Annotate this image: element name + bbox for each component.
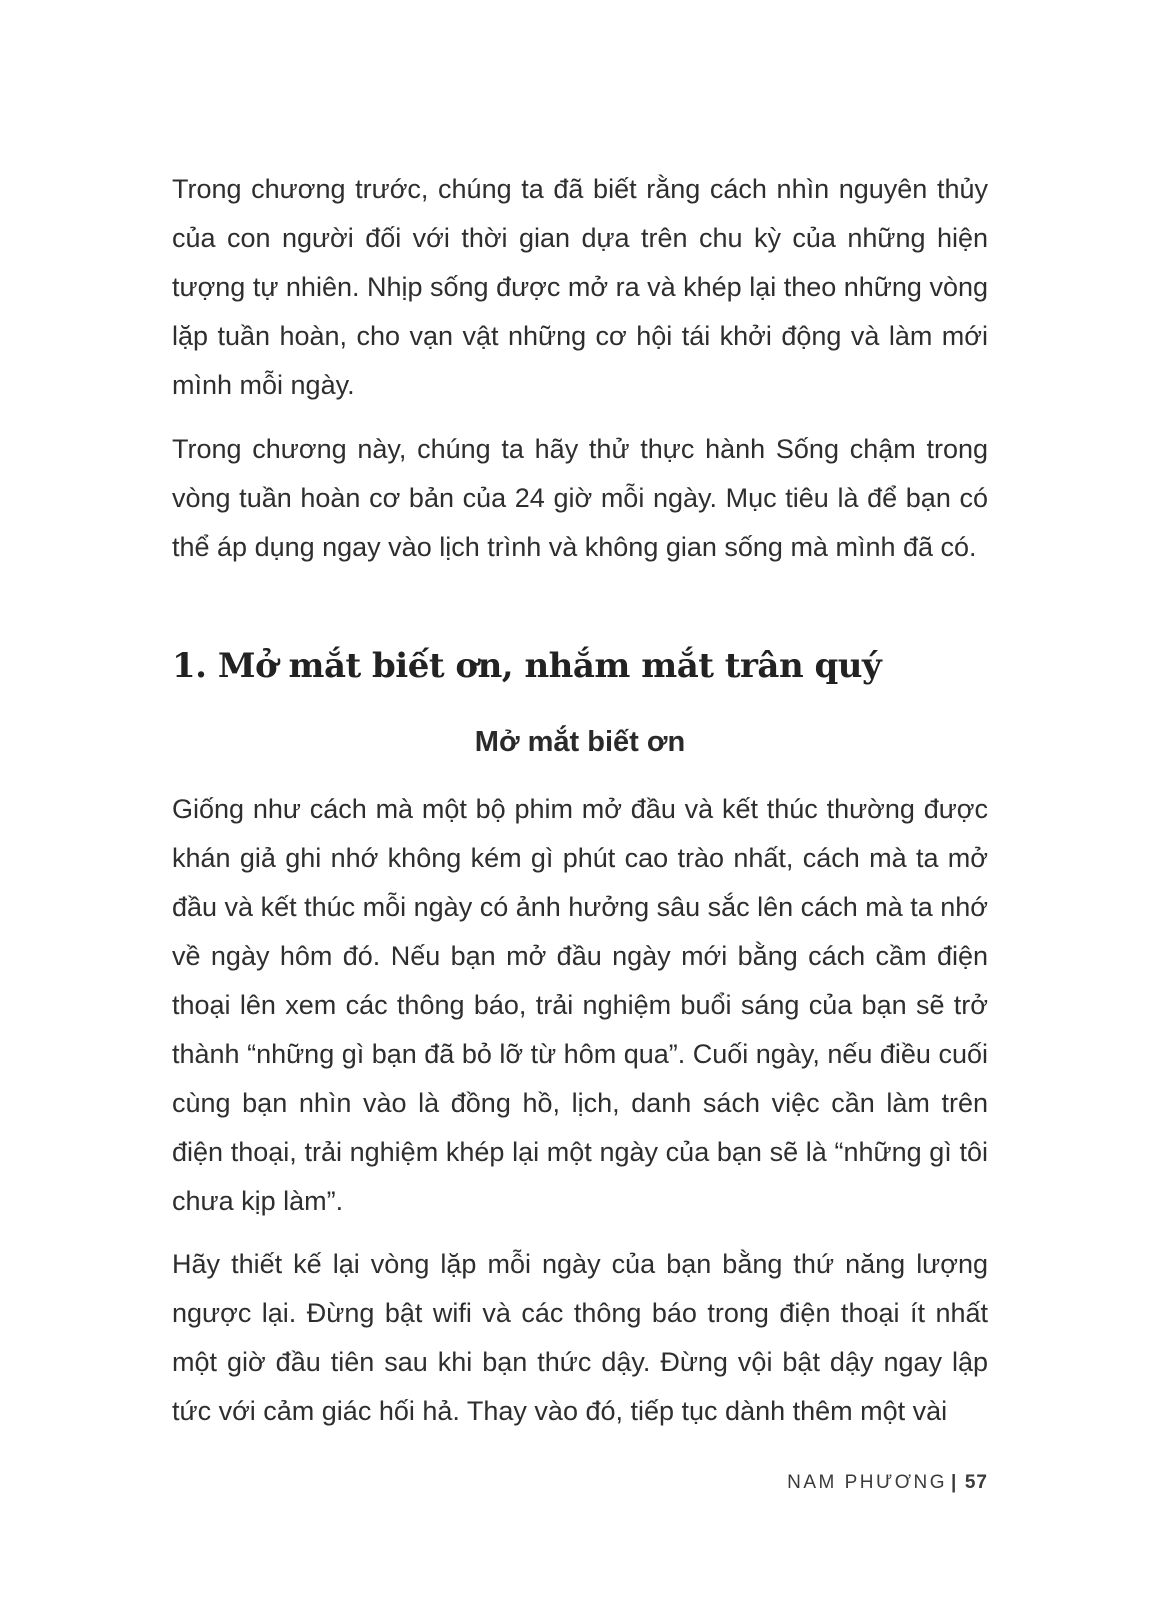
paragraph-body-1: Giống như cách mà một bộ phim mở đầu và kết thúc thường được khán giả ghi nhớ không kém gì phút cao trào nhất, cách mà ta mở đầu và kết thúc mỗi ngày có ảnh hưởng sâu sắc lên cách mà ta nhớ về ngày hôm đó. Nếu bạn mở đầu ngày mới bằng cách cầm điện thoại lên xem các thông báo, trải nghiệm buổi sáng của bạn sẽ trở thành “những gì bạn đã bỏ lỡ từ hôm qua”. Cuối ngày, nếu điều cuối cùng bạn nhìn vào là đồng hồ, lịch, danh sách việc cần làm trên điện thoại, trải nghiệm khép lại một ngày của bạn sẽ là “những gì tôi chưa kịp làm”. [172,794,988,1216]
subheading: Mở mắt biết ơn [474,726,686,758]
footer-author: NAM PHƯƠNG [787,1472,948,1493]
paragraph-body-2: Hãy thiết kế lại vòng lặp mỗi ngày của bạn bằng thứ năng lượng ngược lại. Đừng bật wifi và các thông báo trong điện thoại ít nhất một giờ đầu tiên sau khi bạn thức dậy. Đừng vội bật dậy ngay lập tức với cảm giác hối hả. Thay vào đó, tiếp tục dành thêm một vài [172,1249,988,1426]
page-number: 57 [964,1472,988,1493]
paragraph-intro-1: Trong chương trước, chúng ta đã biết rằng cách nhìn nguyên thủy của con người đối với thời gian dựa trên chu kỳ của những hiện tượng tự nhiên. Nhịp sống được mở ra và khép lại theo những vòng lặp tuần hoàn, cho vạn vật những cơ hội tái khởi động và làm mới mình mỗi ngày. [172,174,988,400]
section-heading: 1. Mở mắt biết ơn, nhắm mắt trân quý [172,646,882,686]
page-footer [787,1470,988,1496]
footer-separator: | [951,1472,959,1493]
paragraph-intro-2: Trong chương này, chúng ta hãy thử thực hành Sống chậm trong vòng tuần hoàn cơ bản của 24 giờ mỗi ngày. Mục tiêu là để bạn có thể áp dụng ngay vào lịch trình và không gian sống mà mình đã có. [172,434,988,562]
